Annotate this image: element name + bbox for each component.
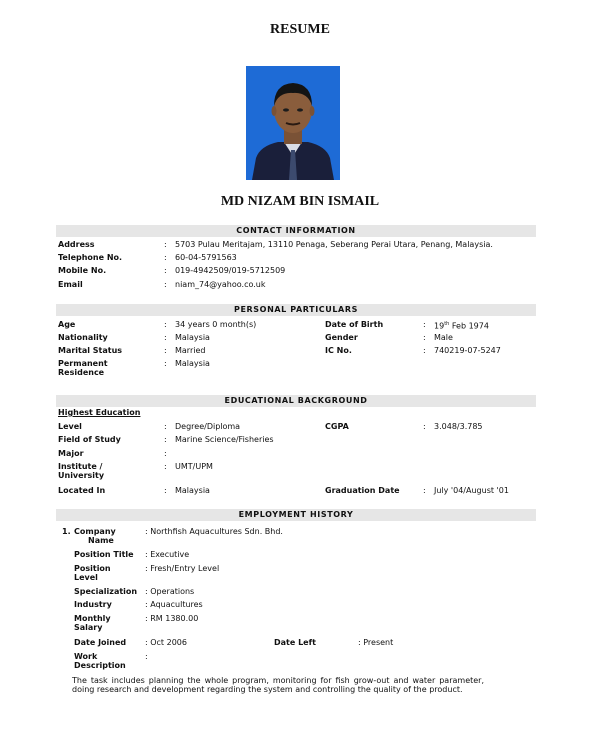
colon: : (164, 462, 167, 471)
colon: : (164, 449, 167, 458)
salary-value: : RM 1380.00 (145, 614, 199, 623)
dob-rest: Feb 1974 (449, 321, 489, 331)
residence-label-line1: Permanent (58, 359, 108, 368)
graduation-value: July '04/August '01 (434, 486, 509, 495)
position-level-label-line2: Level (74, 573, 98, 582)
colon: : (164, 333, 167, 342)
dob-value (434, 320, 489, 331)
graduation-label: Graduation Date (325, 486, 400, 495)
page-title: RESUME (270, 22, 330, 37)
colon: : (164, 486, 167, 495)
nationality-value: Malaysia (175, 333, 210, 342)
institute-label-line2: University (58, 471, 105, 480)
person-portrait-icon (246, 66, 340, 180)
salary-label-line1: Monthly (74, 614, 111, 623)
colon: : (423, 486, 426, 495)
colon: : (423, 346, 426, 355)
marital-value: Married (175, 346, 206, 355)
colon: : (164, 266, 167, 275)
cgpa-value: 3.048/3.785 (434, 422, 483, 431)
level-label: Level (58, 422, 82, 431)
dob-label: Date of Birth (325, 320, 384, 329)
colon: : (164, 320, 167, 329)
email-label: Email (58, 280, 83, 289)
cgpa-label: CGPA (325, 422, 349, 431)
ic-label: IC No. (325, 346, 352, 355)
highest-education-heading: Highest Education (58, 408, 141, 417)
candidate-name: MD NIZAM BIN ISMAIL (220, 194, 380, 209)
section-header-personal: PERSONAL PARTICULARS (56, 304, 536, 316)
marital-label: Marital Status (58, 346, 123, 355)
employment-number: 1. (62, 527, 71, 536)
age-value: 34 years 0 month(s) (175, 320, 257, 329)
location-value: Malaysia (175, 486, 210, 495)
mobile-label: Mobile No. (58, 266, 107, 275)
work-label-line2: Description (74, 661, 126, 670)
position-level-value: : Fresh/Entry Level (145, 564, 220, 573)
section-header-education: EDUCATIONAL BACKGROUND (56, 395, 536, 407)
gender-label: Gender (325, 333, 358, 342)
colon: : (164, 253, 167, 262)
colon: : (164, 435, 167, 444)
telephone-value: 60-04-5791563 (175, 253, 237, 262)
industry-label: Industry (74, 600, 112, 609)
colon: : (164, 280, 167, 289)
mobile-value: 019-4942509/019-5712509 (175, 266, 286, 275)
colon: : (164, 359, 167, 368)
colon: : (164, 346, 167, 355)
specialization-label: Specialization (74, 587, 138, 596)
dob-suffix: th (444, 321, 450, 327)
dob-day: 19 (434, 321, 445, 331)
address-value: 5703 Pulau Meritajam, 13110 Penaga, Seberang Perai Utara, Penang, Malaysia. (175, 240, 493, 249)
field-value: Marine Science/Fisheries (175, 435, 274, 444)
ic-value: 740219-07-5247 (434, 346, 501, 355)
industry-value: : Aquacultures (145, 600, 203, 609)
company-value: : Northfish Aquacultures Sdn. Bhd. (145, 527, 283, 536)
residence-label-line2: Residence (58, 368, 105, 377)
date-joined-label: Date Joined (74, 638, 127, 647)
section-header-contact: CONTACT INFORMATION (56, 225, 536, 237)
specialization-value: : Operations (145, 587, 195, 596)
work-description: The task includes planning the whole program, monitoring for fish grow-out and water parameter, doing research and development regarding the system and controlling the quality of the product. (72, 676, 484, 694)
location-label: Located In (58, 486, 106, 495)
date-joined-value: : Oct 2006 (145, 638, 187, 647)
colon: : (423, 320, 426, 329)
colon: : (164, 240, 167, 249)
colon: : (164, 422, 167, 431)
email-value[interactable]: niam_74@yahoo.co.uk (175, 280, 266, 289)
field-label: Field of Study (58, 435, 121, 444)
position-title-value: : Executive (145, 550, 190, 559)
company-label-line1: Company (74, 527, 116, 536)
position-level-label-line1: Position (74, 564, 111, 573)
position-title-label: Position Title (74, 550, 134, 559)
institute-label-line1: Institute / (58, 462, 103, 471)
address-label: Address (58, 240, 95, 249)
gender-value: Male (434, 333, 453, 342)
date-left-label: Date Left (274, 638, 316, 647)
company-label-line2: Name (88, 536, 114, 545)
colon: : (423, 422, 426, 431)
institute-value: UMT/UPM (175, 462, 213, 471)
telephone-label: Telephone No. (58, 253, 123, 262)
residence-value: Malaysia (175, 359, 210, 368)
age-label: Age (58, 320, 76, 329)
colon: : (423, 333, 426, 342)
salary-label-line2: Salary (74, 623, 103, 632)
major-label: Major (58, 449, 84, 458)
level-value: Degree/Diploma (175, 422, 241, 431)
section-header-employment: EMPLOYMENT HISTORY (56, 509, 536, 521)
work-colon: : (145, 652, 148, 661)
date-left-value: : Present (358, 638, 394, 647)
nationality-label: Nationality (58, 333, 108, 342)
work-label-line1: Work (74, 652, 98, 661)
